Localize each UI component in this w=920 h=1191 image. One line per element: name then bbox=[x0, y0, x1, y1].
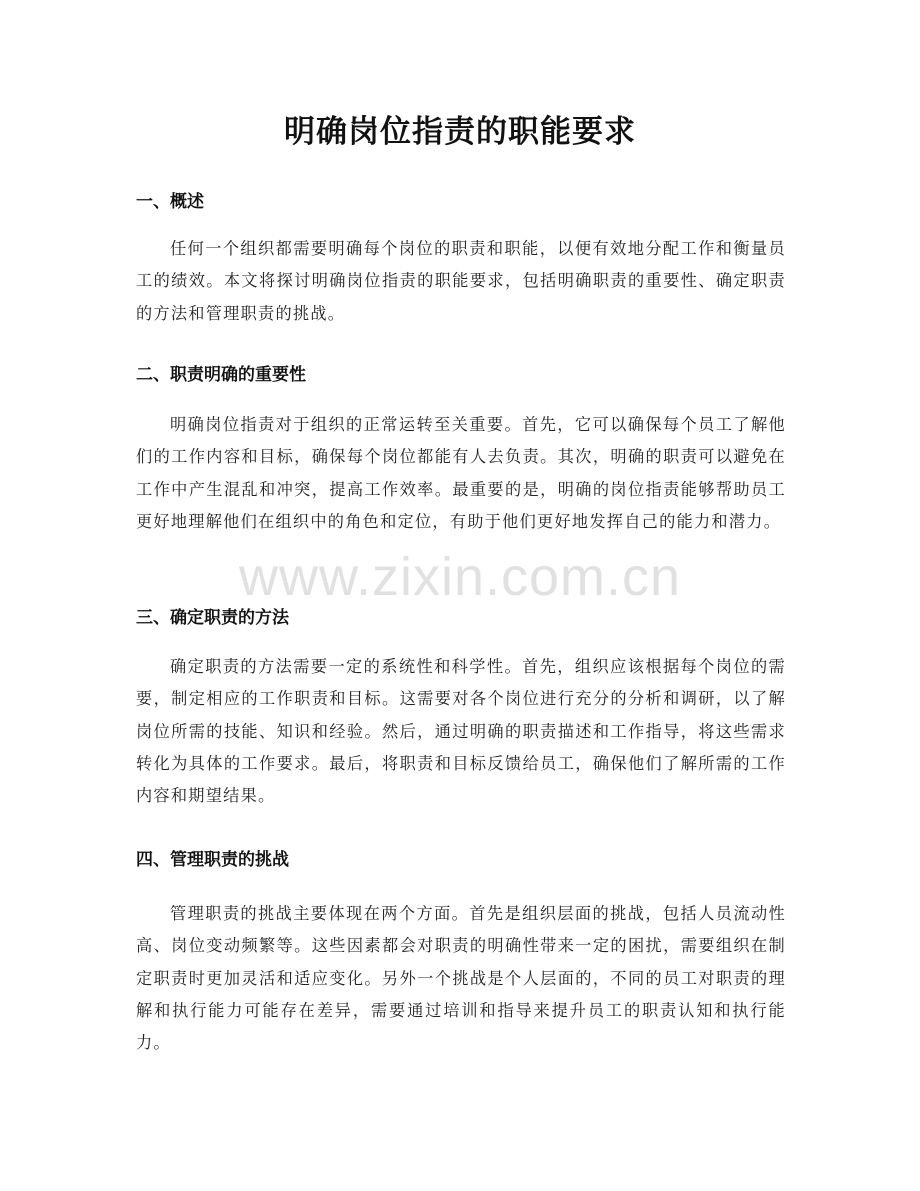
section-paragraph-importance: 明确岗位指责对于组织的正常运转至关重要。首先，它可以确保每个员工了解他们的工作内容和目标，确保每个岗位都能有人去负责。其次，明确的职责可以避免在工作中产生混乱和冲突，提高工作效率。最重要的是，明确的岗位指责能够帮助员工更好地理解他们在组织中的角色和定位，有助于他们更好地发挥自己的能力和潜力。 bbox=[136, 415, 786, 531]
section-paragraph-overview: 任何一个组织都需要明确每个岗位的职责和职能，以便有效地分配工作和衡量员工的绩效。本文将探讨明确岗位指责的职能要求，包括明确职责的重要性、确定职责的方法和管理职责的挑战。 bbox=[136, 239, 786, 323]
section-paragraph-methods: 确定职责的方法需要一定的系统性和科学性。首先，组织应该根据每个岗位的需要，制定相应的工作职责和目标。这需要对各个岗位进行充分的分析和调研，以了解岗位所需的技能、知识和经验。然后，通过明确的职责描述和工作指导，将这些需求转化为具体的工作要求。最后，将职责和目标反馈给员工，确保他们了解所需的工作内容和期望结果。 bbox=[136, 657, 786, 806]
section-heading-importance: 二、职责明确的重要性 bbox=[136, 365, 306, 385]
section-heading-overview: 一、概述 bbox=[136, 192, 204, 212]
watermark: www.zixin.com.cn bbox=[238, 547, 682, 607]
document-title: 明确岗位指责的职能要求 bbox=[284, 114, 636, 150]
section-heading-methods: 三、确定职责的方法 bbox=[136, 608, 289, 628]
section-paragraph-challenges: 管理职责的挑战主要体现在两个方面。首先是组织层面的挑战，包括人员流动性高、岗位变动频繁等。这些因素都会对职责的明确性带来一定的困扰，需要组织在制定职责时更加灵活和适应变化。另外一个挑战是个人层面的，不同的员工对职责的理解和执行能力可能存在差异，需要通过培训和指导来提升员工的职责认知和执行能力。 bbox=[136, 904, 786, 1053]
section-heading-challenges: 四、管理职责的挑战 bbox=[136, 850, 289, 870]
